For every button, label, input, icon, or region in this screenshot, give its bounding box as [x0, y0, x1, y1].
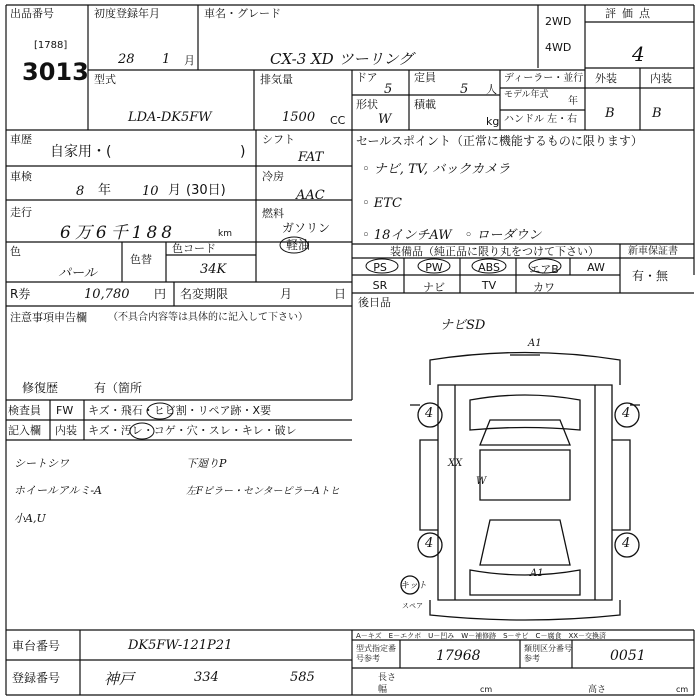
capacity-value: 5 [460, 82, 469, 97]
damage-a1-bottom: A1 [530, 568, 544, 579]
fuel-label: 燃料 [262, 207, 284, 220]
exterior-label: 外装 [595, 72, 617, 85]
equip-airbag: エアB [529, 263, 559, 276]
repair-label: 修復歴 [22, 381, 59, 395]
lot-small: [1788] [34, 40, 68, 51]
int-items: キズ・汚レ・コゲ・穴・スレ・キレ・破レ [88, 424, 297, 437]
ac-value: AAC [296, 188, 325, 203]
inspector-note-1: シートシワ [14, 457, 69, 470]
model-year-label: モデル年式 [504, 90, 549, 100]
selling-point-2: ◦ ETC [362, 196, 402, 211]
width-label: 幅 [378, 685, 388, 695]
equip-tv: TV [481, 279, 497, 292]
color-code-value: 34K [200, 262, 227, 277]
new-car-value: 有・無 [632, 269, 669, 283]
ac-label: 冷房 [262, 170, 284, 183]
notes-label: 注意事項申告欄 [10, 311, 87, 324]
first-reg-month: 1 [162, 52, 171, 67]
lot-label: 出品番号 [10, 7, 54, 20]
capacity-label: 定員 [414, 71, 436, 84]
fuel-diesel: 軽油 [286, 238, 311, 252]
handle-label: ハンドル 左・右 [504, 114, 578, 125]
first-reg-year: 28 [118, 52, 135, 67]
rear-label: 後日品 [358, 296, 391, 309]
grade-value: 4 [632, 42, 645, 66]
tire-rr: 4 [622, 536, 631, 551]
interior-label: 内装 [650, 72, 672, 85]
length-label: 長さ [378, 673, 397, 683]
first-reg-label: 初度登録年月 [94, 7, 160, 20]
name-label: 車名・グレード [204, 7, 281, 20]
equip-abs: ABS [478, 261, 500, 274]
kit-label: キット [400, 581, 427, 591]
door-value: 5 [384, 82, 393, 97]
recycle-label: R券 [10, 287, 31, 301]
damage-xx: XX [448, 458, 463, 469]
damage-w: W [476, 476, 487, 487]
cat-label: 類別区分番号参考 [524, 644, 572, 663]
equip-pw: PW [425, 261, 443, 274]
color-value: パール [58, 266, 97, 281]
exterior-value: B [605, 106, 615, 121]
model-value: LDA-DK5FW [128, 110, 212, 125]
model-year-unit: 年 [568, 96, 578, 107]
car-diagram [401, 353, 640, 621]
spare-label: スペア [402, 602, 423, 610]
grade-label: 評価点 [605, 7, 656, 20]
color-code-label: 色コード [172, 242, 216, 255]
mileage-label: 走行 [10, 206, 32, 219]
lot-number: 3013 [22, 58, 89, 86]
color-change-label: 色替 [130, 253, 152, 266]
inspector-note-5: 左Fピラー・センターピラーAトヒ [186, 486, 340, 497]
recycle-value: 10,780 [84, 287, 130, 302]
equip-ps: PS [373, 261, 387, 274]
history-close: ) [240, 144, 246, 160]
mileage-value: 6万6千188 [60, 223, 177, 243]
equip-aw: AW [587, 261, 605, 274]
inspector-note-2: ホイールアルミ-A [14, 484, 103, 497]
displacement-unit: CC [330, 114, 346, 127]
first-reg-month-unit: 月 [184, 54, 195, 67]
equip-title: 装備品（純正品に限り丸をつけて下さい） [390, 245, 599, 258]
entry-label: 記入欄 [8, 424, 41, 437]
selling-point-1: ◦ ナビ, TV, バックカメラ [362, 162, 511, 177]
cm-unit-1: cm [480, 685, 493, 694]
notes-sub: （不具合内容等は具体的に記入して下さい） [108, 312, 308, 323]
tire-fr: 4 [622, 406, 631, 421]
fw-items: キズ・飛石・ヒビ割・リペア跡・X要 [88, 404, 272, 417]
shift-label: シフト [262, 133, 295, 146]
drive-4wd: 4WD [545, 41, 572, 54]
inspector-note-3: 小A,U [14, 512, 46, 525]
inspection-label: 車検 [10, 170, 32, 183]
chassis-label: 車台番号 [12, 639, 61, 653]
mileage-unit: km [218, 229, 232, 239]
interior-value: B [652, 106, 662, 121]
door-label: ドア [356, 71, 378, 84]
capacity-unit: 人 [486, 83, 497, 96]
drive-2wd: 2WD [545, 15, 572, 28]
shape-label: 形状 [356, 98, 378, 111]
displacement-label: 排気量 [260, 73, 293, 86]
inspection-year-unit: 年 [98, 183, 112, 198]
fuel-gas: ガソリン [282, 221, 331, 235]
color-label: 色 [10, 245, 21, 258]
plate-region: 神戸 [104, 670, 135, 688]
cert-label: 型式指定番号参考 [356, 644, 396, 663]
name-change-month: 月 [280, 287, 293, 301]
plate-number: 585 [290, 670, 315, 685]
history-label: 車歴 [10, 133, 32, 146]
history-value: 自家用・( [50, 144, 112, 160]
name-change-day: 日 [334, 287, 347, 301]
inspection-year: 8 [76, 184, 85, 199]
inspection-month-unit: 月 [168, 183, 182, 198]
inspector-label: 検査員 [8, 404, 41, 417]
fw-label: FW [56, 404, 74, 417]
equip-leather: カワ [533, 281, 555, 294]
name-change-label: 名変期限 [180, 287, 229, 301]
cat-value: 0051 [610, 648, 646, 664]
damage-legend: A－キズ E－エクボ U－凹み W－補修跡 S－サビ C－腐食 XX－交換済 [356, 632, 607, 640]
plate-label: 登録番号 [12, 671, 61, 685]
dealer-label: ディーラー・並行 [504, 73, 584, 84]
repair-value: 有（箇所 [94, 381, 143, 395]
inspection-day: (30日) [186, 183, 226, 198]
selling-point-3: ◦ 18インチAW ◦ ローダウン [362, 228, 542, 243]
load-label: 積載 [414, 98, 436, 111]
shape-value: W [378, 112, 392, 127]
inspection-month: 10 [142, 184, 159, 199]
rear-value: ナビSD [440, 318, 486, 333]
int-label: 内装 [55, 424, 77, 437]
tire-rl: 4 [425, 536, 434, 551]
shift-value: FAT [298, 150, 324, 165]
damage-a1-top: A1 [528, 338, 542, 349]
load-unit: kg [486, 115, 500, 128]
new-car-label: 新車保証書 [628, 246, 678, 257]
tire-fl: 4 [425, 406, 434, 421]
cert-value: 17968 [436, 648, 481, 664]
name-value: CX-3 XD ツーリング [270, 50, 414, 68]
plate-class: 334 [194, 670, 219, 685]
displacement-value: 1500 [282, 110, 316, 125]
recycle-unit: 円 [154, 287, 167, 301]
inspector-note-4: 下廻りP [186, 457, 227, 470]
cm-unit-2: cm [676, 685, 689, 694]
equip-sr: SR [372, 279, 388, 292]
model-label: 型式 [94, 73, 116, 86]
selling-title: セールスポイント（正常に機能するものに限ります） [356, 134, 643, 148]
equip-navi: ナビ [423, 281, 445, 294]
height-label: 高さ [588, 685, 607, 695]
chassis-value: DK5FW-121P21 [128, 638, 233, 653]
